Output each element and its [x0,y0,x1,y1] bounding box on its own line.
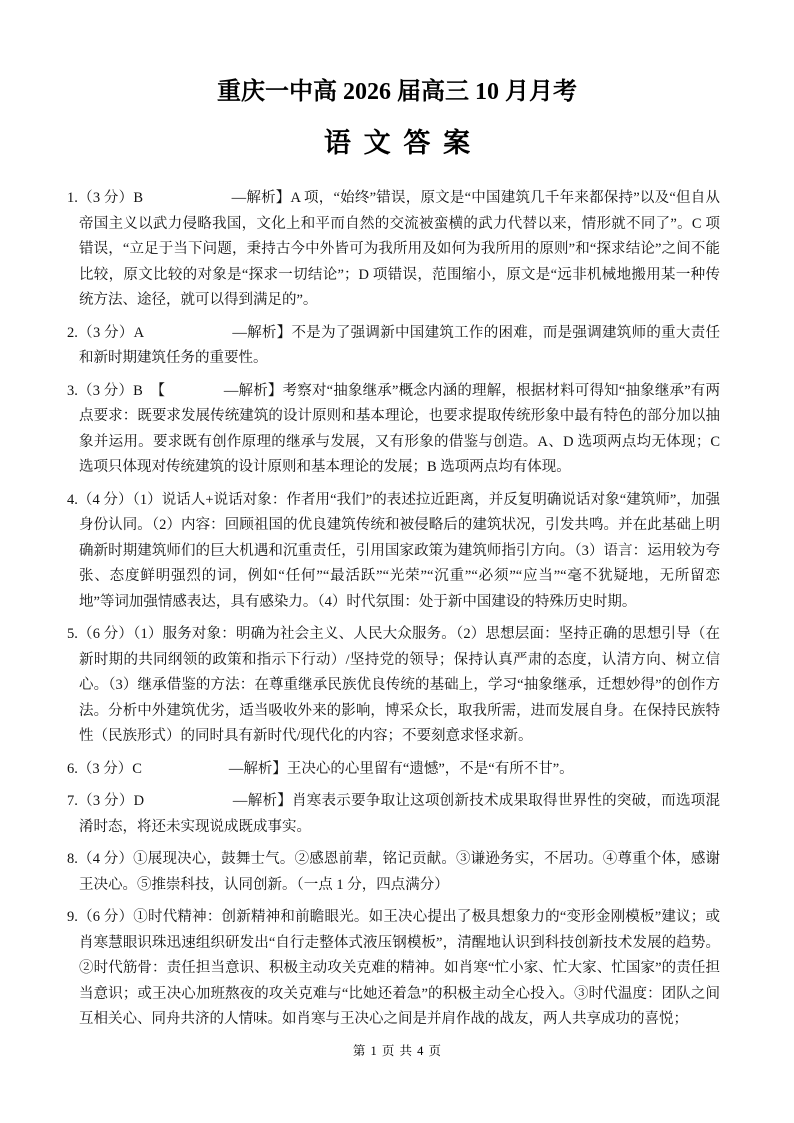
page-number-footer: 第 1 页 共 4 页 [352,1044,442,1058]
answer-item-9: 9.（6 分）①时代精神：创新精神和前瞻眼光。如王决心提出了极具想象力的“变形金刚模板”建议；或肖寒慧眼识珠迅速组织研发出“自行走整体式液压钢模板”，清醒地认识到科技创新技术发展的趋势。②时代筋骨：责任担当意识、积极主动攻关克难的精神。如肖寒“忙小家、忙大家、忙国家”的责任担当意识；或王决心加班熬夜的攻关克难与“比她还着急”的积极主动全心投入。③时代温度：团队之间互相关心、同舟共济的人情味。如肖寒与王决心之间是并肩作战的战友，两人共享成功的喜悦； [67,909,720,1027]
answer-item-5: 5.（6 分）（1）服务对象：明确为社会主义、人民大众服务。（2）思想层面：坚持正确的思想引导（在新时期的共同纲领的政策和指示下行动）/坚持党的领导；保持认真严肃的态度，认清方向、树立信心。（3）继承借鉴的方法：在尊重继承民族优良传统的基础上，学习“抽象继承，迁想妙得”的创作方法。分析中外建筑优劣，适当吸收外来的影响，博采众长，取我所需，进而发展自身。在保持民族特性（民族形式）的同时具有新时代/现代化的内容；不要刻意求怪求新。 [67,626,720,744]
answer-item-7: 7.（3 分）D —解析】肖寒表示要争取让这项创新技术成果取得世界性的突破，而选项混淆时态，将还未实现说成既成事实。 [67,793,720,835]
answer-item-3: 3.（3 分）B 【 —解析】考察对“抽象继承”概念内涵的理解，根据材料可得知“抽象继承”有两点要求：既要求发展传统建筑的设计原则和基本理论，也要求提取传统形象中最有特色的部分加以抽象并运用。要求既有创作原理的继承与发展，又有形象的借鉴与创造。A、D 选项两点均无体现；C 选项只体现对传统建筑的设计原则和基本理论的发展；B 选项两点均有体现。 [67,382,720,475]
answer-item-8: 8.（4 分）①展现决心，鼓舞士气。②感恩前辈，铭记贡献。③谦逊务实，不居功。④尊重个体，感谢王决心。⑤推崇科技，认同创新。（一点 1 分，四点满分） [67,851,720,893]
exam-title: 重庆一中高 2026 届高三 10 月月考 [217,79,577,105]
document-header [0,0,794,160]
answer-item-1: 1.（3 分）B —解析】A 项，“始终”错误，原文是“中国建筑几千年来都保持”以及“但自从帝国主义以武力侵略我国，文化上和平而自然的交流被蛮横的武力代替以来，情形就不同了”。C 项错误，“立足于当下问题，秉持古今中外皆可为我所用及如何为我所用的原则”和“探求结论”之间不能比较，原文比较的对象是“探求一切结论”；D 项错误，范围缩小，原文是“远非机械地搬用某一种传统方法、途径，就可以得到满足的”。 [67,190,720,308]
answer-item-2: 2.（3 分）A —解析】不是为了强调新中国建筑工作的困难，而是强调建筑师的重大责任和新时期建筑任务的重要性。 [67,324,720,366]
answers-list [67,186,720,1033]
subject-answers-title: 语 文 答 案 [323,128,471,158]
answer-item-6: 6.（3 分）C —解析】王决心的心里留有“遗憾”，不是“有所不甘”。 [67,760,574,777]
answer-item-4: 4.（4 分）（1）说话人+说话对象：作者用“我们”的表述拉近距离，并反复明确说话对象“建筑师”，加强身份认同。（2）内容：回顾祖国的优良建筑传统和被侵略后的建筑状况，引发共鸣。并在此基础上明确新时期建筑师们的巨大机遇和沉重责任，引用国家政策为建筑师指引方向。（3）语言：运用较为夸张、态度鲜明强烈的词，例如“任何”“最活跃”“光荣”“沉重”“必须”“应当”“毫不犹疑地，无所留恋地”等词加强情感表达，具有感染力。（4）时代氛围：处于新中国建设的特殊历史时期。 [67,491,720,610]
